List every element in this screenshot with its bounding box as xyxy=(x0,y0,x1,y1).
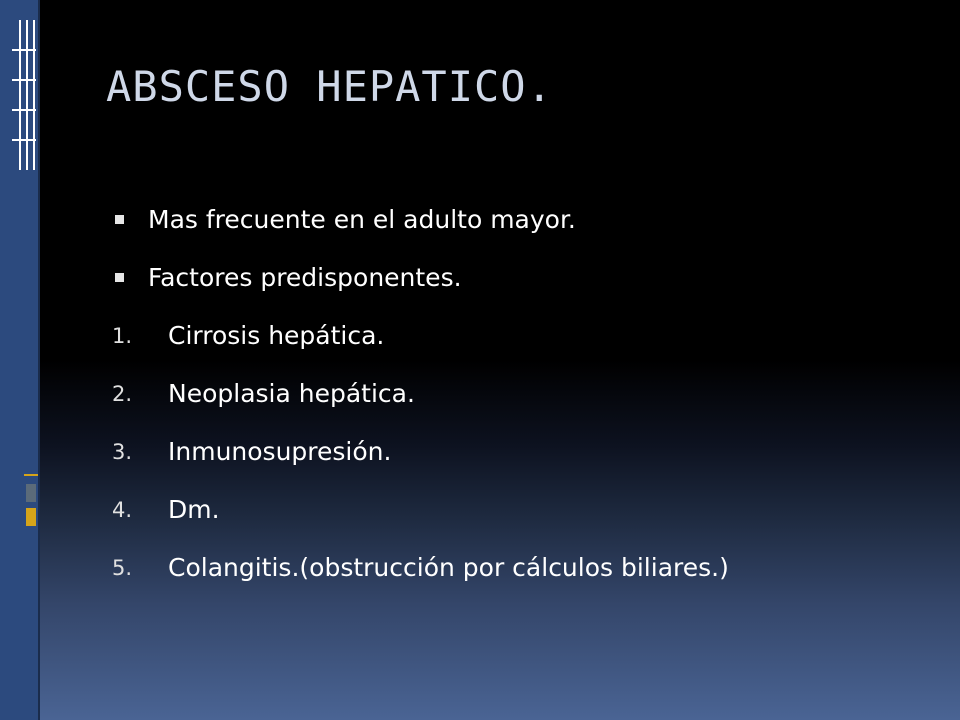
numbered-item-text: Inmunosupresión. xyxy=(168,437,392,466)
list-number: 2. xyxy=(112,382,133,406)
gray-accent-block xyxy=(26,484,36,502)
bullet-item xyxy=(110,196,930,254)
left-decorative-line xyxy=(38,0,40,720)
list-number: 5. xyxy=(112,556,133,580)
numbered-item-text: Neoplasia hepática. xyxy=(168,379,415,408)
list-number: 4. xyxy=(112,498,133,522)
numbered-item xyxy=(110,486,930,544)
numbered-item-text: Cirrosis hepática. xyxy=(168,321,385,350)
slide-title: ABSCESO HEPATICO. xyxy=(106,62,553,111)
bullet-text: Factores predisponentes. xyxy=(148,263,462,292)
list-number: 1. xyxy=(112,324,133,348)
blue-accent-block xyxy=(26,532,36,720)
gold-accent-block xyxy=(26,508,36,526)
square-bullet-icon xyxy=(115,215,124,224)
slide-content-list xyxy=(110,196,930,602)
bullet-text: Mas frecuente en el adulto mayor. xyxy=(148,205,576,234)
square-bullet-icon xyxy=(115,273,124,282)
bullet-item xyxy=(110,254,930,312)
accent-notch xyxy=(24,474,38,476)
numbered-item xyxy=(110,312,930,370)
numbered-item xyxy=(110,428,930,486)
numbered-item xyxy=(110,544,930,602)
numbered-item-text: Colangitis.(obstrucción por cálculos biliares.) xyxy=(168,553,729,582)
numbered-item-text: Dm. xyxy=(168,495,220,524)
list-number: 3. xyxy=(112,440,133,464)
numbered-item xyxy=(110,370,930,428)
grid-decoration xyxy=(0,20,36,170)
